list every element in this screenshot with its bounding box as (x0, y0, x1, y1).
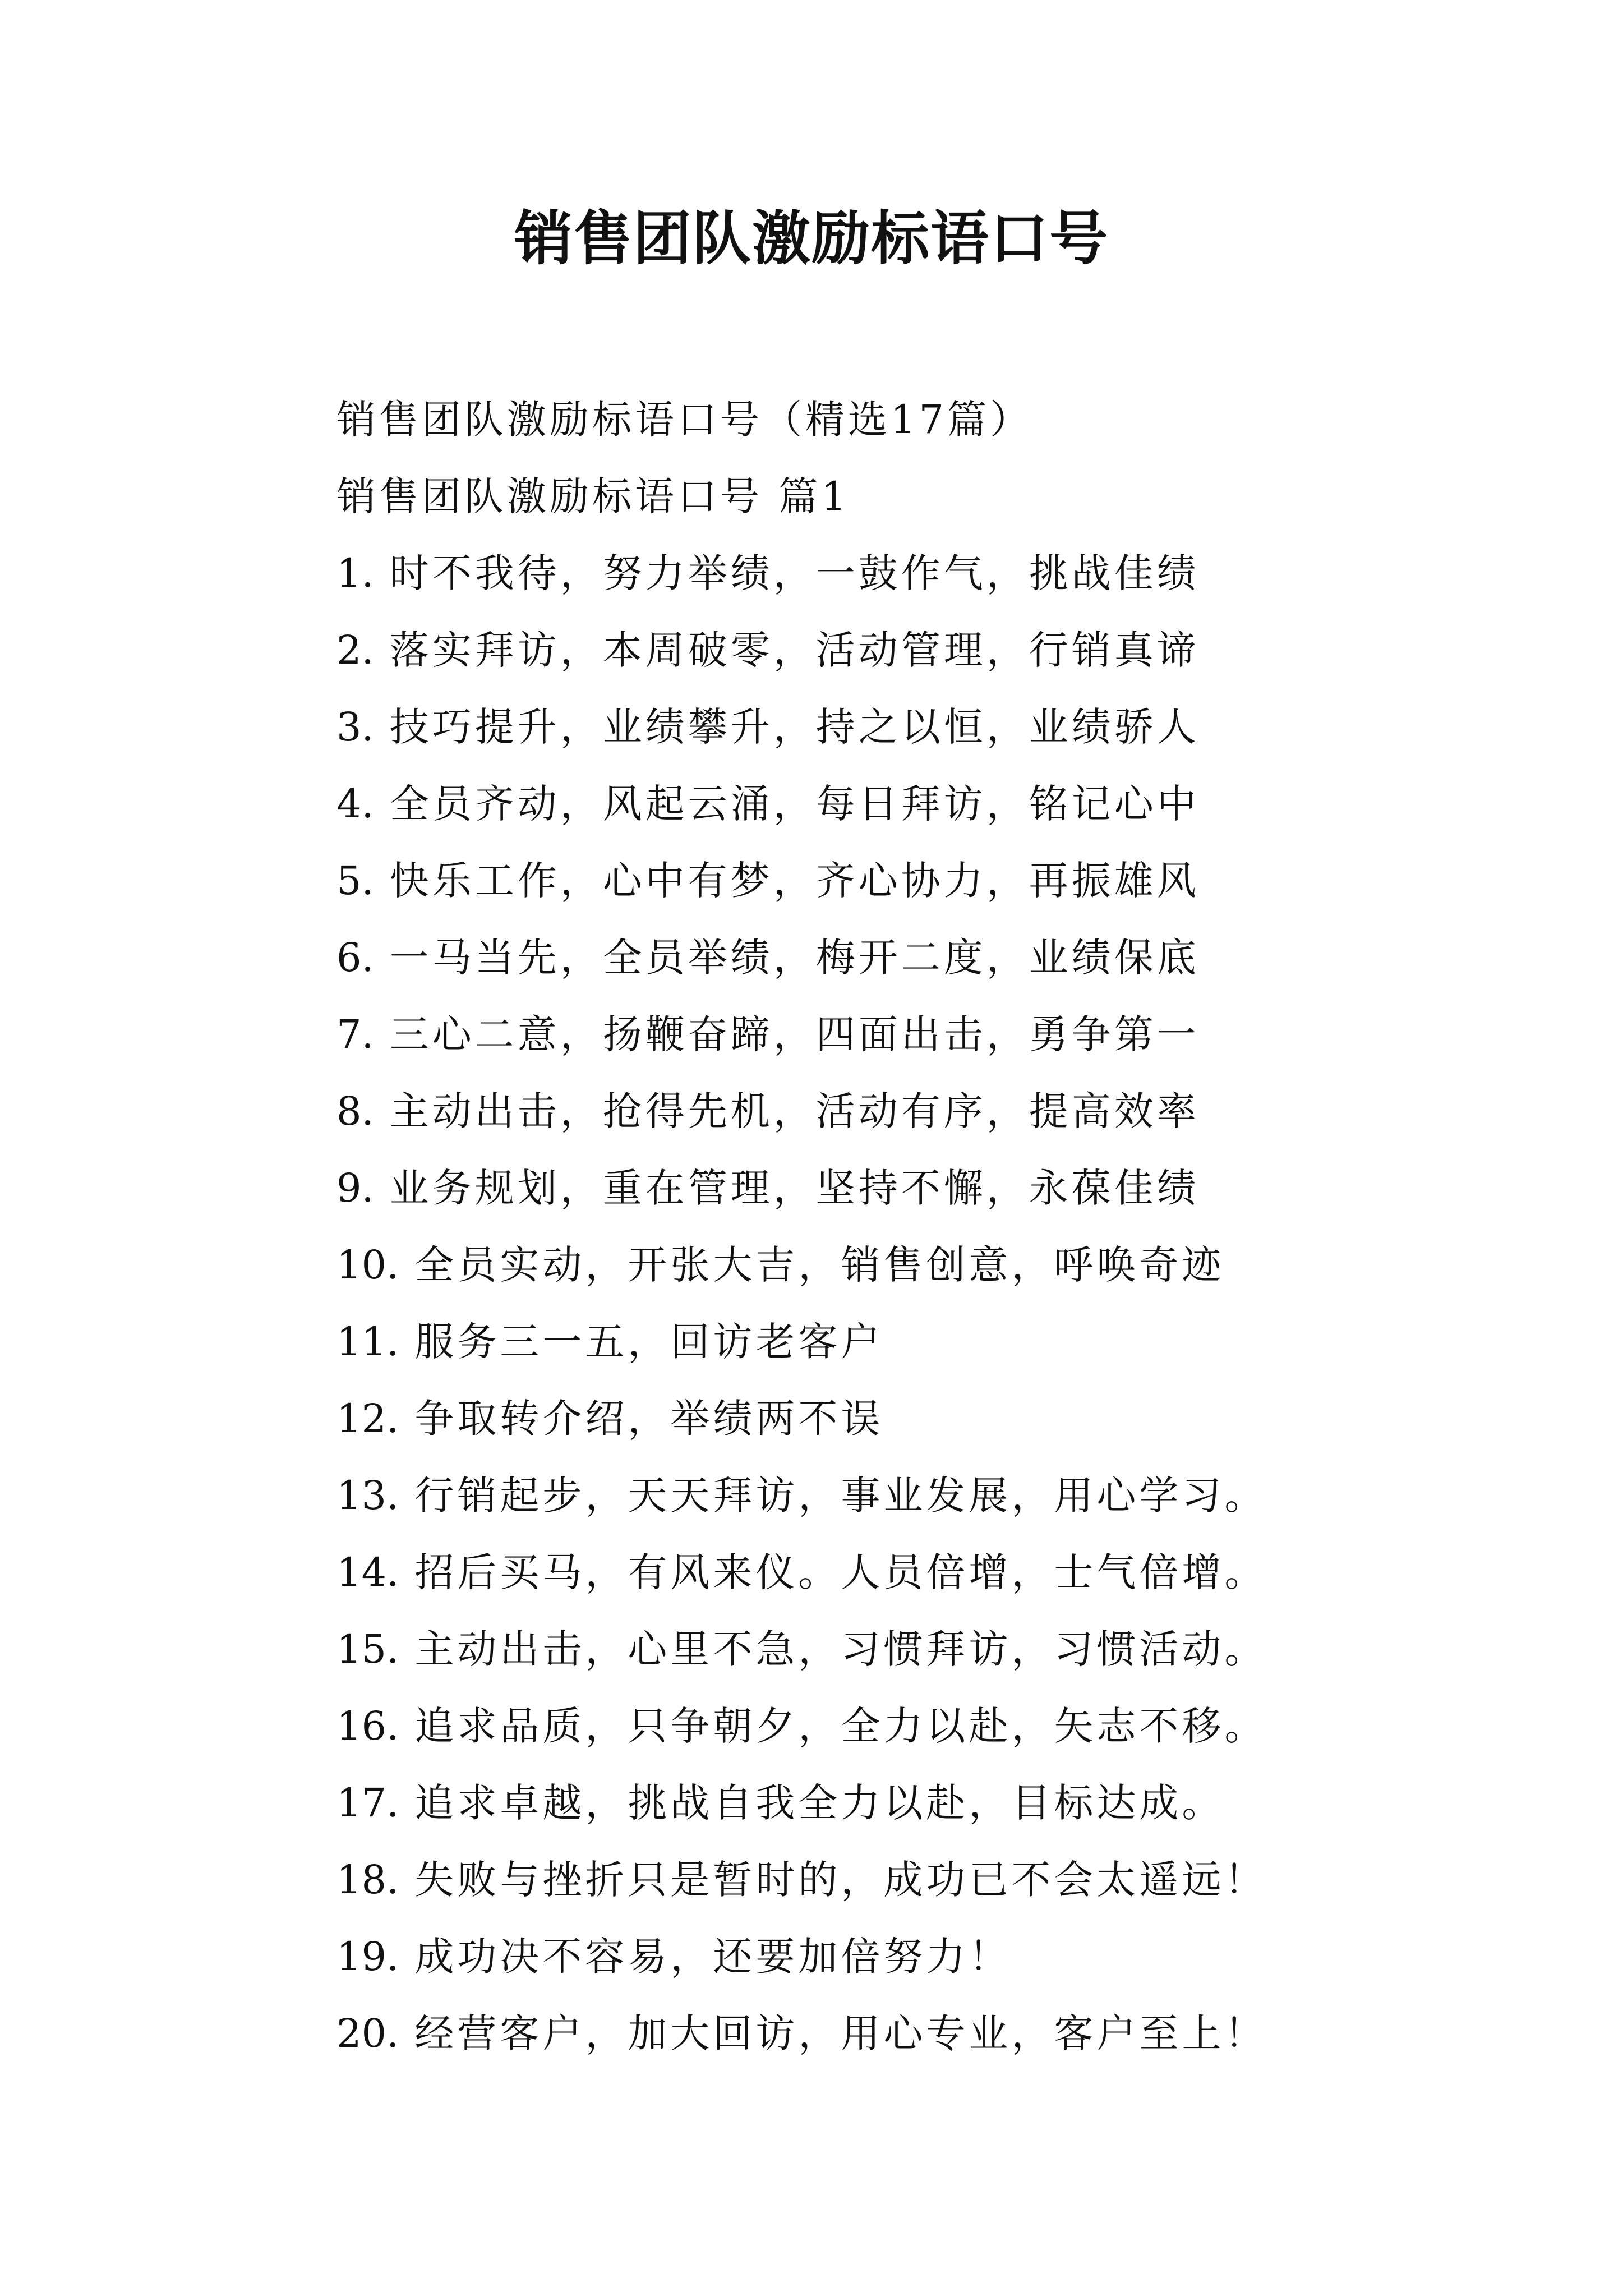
item-number: 9. (336, 1165, 374, 1211)
document-title: 销售团队激励标语口号 (514, 204, 1109, 273)
item-text: 经营客户，加大回访，用心专业，客户至上！ (414, 2010, 1267, 2056)
item-text: 追求品质，只争朝夕，全力以赴，矢志不移。 (414, 1703, 1267, 1749)
item-text: 一马当先，全员举绩，梅开二度，业绩保底 (389, 935, 1200, 981)
list-item (336, 1688, 1346, 1765)
document-body (336, 381, 1346, 2072)
item-number: 7. (336, 1011, 374, 1057)
item-number: 12. (336, 1396, 399, 1442)
item-text: 成功决不容易，还要加倍努力！ (414, 1934, 1012, 1980)
item-number: 19. (336, 1934, 399, 1980)
item-number: 18. (336, 1857, 399, 1903)
item-text: 追求卓越，挑战自我全力以赴，目标达成。 (414, 1780, 1225, 1826)
item-number: 2. (336, 627, 374, 673)
item-number: 1. (336, 550, 374, 596)
item-text: 三心二意，扬鞭奋蹄，四面出击，勇争第一 (389, 1011, 1200, 1057)
item-number: 20. (336, 2010, 399, 2056)
list-item (336, 1227, 1346, 1304)
list-item (336, 766, 1346, 843)
item-text: 全员实动，开张大吉，销售创意，呼唤奇迹 (414, 1242, 1225, 1288)
slogan-list (336, 535, 1346, 2072)
item-text: 落实拜访，本周破零，活动管理，行销真谛 (389, 627, 1200, 673)
list-item (336, 919, 1346, 996)
item-text: 全员齐动，风起云涌，每日拜访，铭记心中 (389, 781, 1200, 827)
item-number: 10. (336, 1242, 399, 1288)
item-text: 失败与挫折只是暂时的，成功已不会太遥远！ (414, 1857, 1267, 1903)
item-text: 业务规划，重在管理，坚持不懈，永葆佳绩 (389, 1165, 1200, 1211)
list-item (336, 1842, 1346, 1918)
item-text: 技巧提升，业绩攀升，持之以恒，业绩骄人 (389, 704, 1200, 750)
item-text: 服务三一五，回访老客户 (414, 1319, 884, 1365)
item-text: 招后买马，有风来仪。人员倍增，士气倍增。 (414, 1549, 1267, 1595)
list-item (336, 612, 1346, 689)
list-item (336, 1457, 1346, 1534)
document-subtitle: 销售团队激励标语口号（精选17篇） (336, 397, 1033, 443)
list-item (336, 1073, 1346, 1150)
item-number: 11. (336, 1319, 399, 1365)
list-item (336, 1381, 1346, 1457)
list-item (336, 1918, 1346, 1995)
list-item (336, 1534, 1346, 1611)
list-item (336, 1150, 1346, 1227)
list-item (336, 996, 1346, 1073)
item-number: 14. (336, 1549, 399, 1595)
item-text: 快乐工作，心中有梦，齐心协力，再振雄风 (389, 858, 1200, 904)
item-number: 8. (336, 1088, 374, 1134)
list-item (336, 1995, 1346, 2072)
item-number: 17. (336, 1780, 399, 1826)
item-text: 争取转介绍，举绩两不误 (414, 1396, 884, 1442)
list-item (336, 1765, 1346, 1842)
item-number: 3. (336, 704, 374, 750)
list-item (336, 843, 1346, 919)
list-item (336, 1304, 1346, 1381)
item-number: 16. (336, 1703, 399, 1749)
item-text: 行销起步，天天拜访，事业发展，用心学习。 (414, 1473, 1267, 1519)
section-heading: 销售团队激励标语口号 篇1 (336, 473, 850, 519)
item-number: 15. (336, 1626, 399, 1672)
list-item (336, 1611, 1346, 1688)
item-number: 13. (336, 1473, 399, 1519)
list-item (336, 535, 1346, 612)
item-number: 5. (336, 858, 374, 904)
list-item (336, 689, 1346, 766)
item-text: 主动出击，心里不急，习惯拜访，习惯活动。 (414, 1626, 1267, 1672)
item-text: 主动出击，抢得先机，活动有序，提高效率 (389, 1088, 1200, 1134)
item-number: 6. (336, 935, 374, 981)
item-number: 4. (336, 781, 374, 827)
item-text: 时不我待，努力举绩，一鼓作气，挑战佳绩 (389, 550, 1200, 596)
